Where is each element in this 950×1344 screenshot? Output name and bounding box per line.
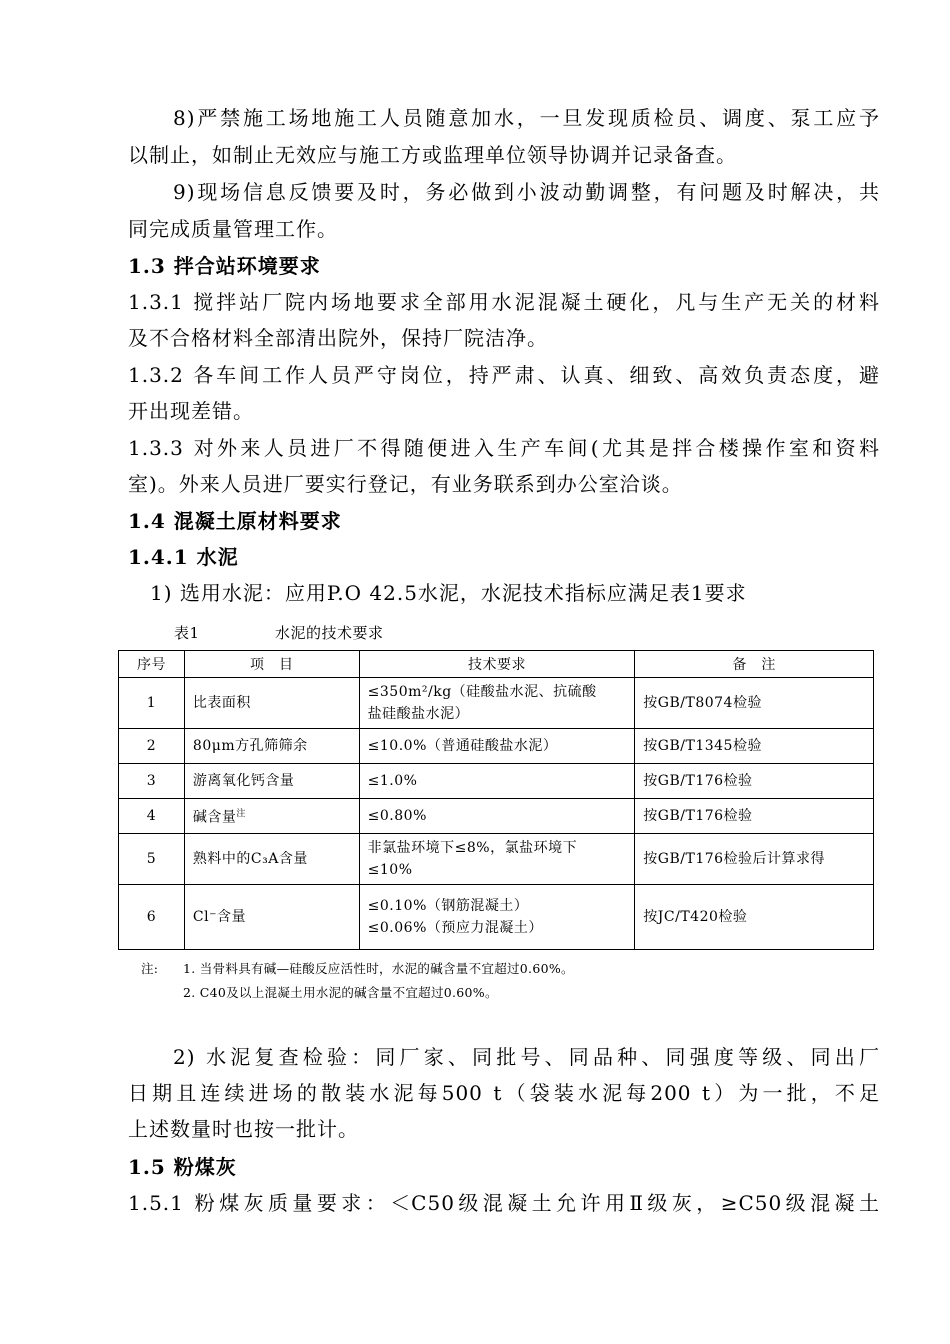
- paragraph-8-line-1: 8)严禁施工场地施工人员随意加水，一旦发现质检员、调度、泵工应予: [173, 106, 880, 130]
- note-2: 2. C40及以上混凝土用水泥的碱含量不宜超过0.60%。: [183, 985, 498, 1000]
- row-item: [184, 799, 359, 834]
- requirement-line-2: ≤0.06%（预应力混凝土）: [367, 920, 543, 936]
- table-row: [119, 799, 874, 834]
- row-item: 游离氧化钙含量: [184, 764, 359, 799]
- header-item: 项 目: [184, 651, 359, 678]
- requirement-line-1: ≤0.10%（钢筋混凝土）: [367, 898, 529, 914]
- row-requirement: [359, 678, 635, 729]
- footnote-marker: 注: [236, 809, 246, 820]
- row-note: 按GB/T176检验: [635, 764, 874, 799]
- paragraph-9-line-2: 同完成质量管理工作。: [128, 217, 338, 241]
- table-row: [119, 764, 874, 799]
- note-1: 1. 当骨料具有碱—硅酸反应活性时，水泥的碱含量不宜超过0.60%。: [183, 961, 574, 976]
- row-no: 5: [119, 834, 185, 885]
- table-row: [119, 678, 874, 729]
- row-note: 按GB/T8074检验: [635, 678, 874, 729]
- row-no: 6: [119, 885, 185, 950]
- table-title: 水泥的技术要求: [275, 624, 384, 642]
- requirement-line-2: ≤10%: [367, 862, 413, 878]
- row-no: 4: [119, 799, 185, 834]
- section-1-5-heading: 1.5 粉煤灰: [128, 1155, 237, 1179]
- section-1-3-heading: 1.3 拌合站环境要求: [128, 254, 321, 278]
- section-1-4-heading: 1.4 混凝土原材料要求: [128, 509, 342, 533]
- header-note: 备 注: [635, 651, 874, 678]
- row-requirement: [359, 885, 635, 950]
- row-item: 80μm方孔筛筛余: [184, 729, 359, 764]
- cement-item-2-line-3: 上述数量时也按一批计。: [128, 1117, 359, 1141]
- row-item-text: 碱含量: [192, 809, 237, 826]
- table-row: [119, 729, 874, 764]
- clause-1-5-1-line-1: 1.5.1 粉煤灰质量要求：＜C50级混凝土允许用Ⅱ级灰，≥C50级混凝土: [128, 1191, 880, 1215]
- clause-1-3-1-line-1: 1.3.1 搅拌站厂院内场地要求全部用水泥混凝土硬化，凡与生产无关的材料: [128, 290, 880, 314]
- requirement-line-1: ≤350m²/kg（硅酸盐水泥、抗硫酸: [367, 684, 597, 700]
- header-requirement: 技术要求: [359, 651, 635, 678]
- section-1-4-1-heading: 1.4.1 水泥: [128, 545, 239, 569]
- row-requirement: ≤1.0%: [359, 764, 635, 799]
- clause-1-3-2-line-2: 开出现差错。: [128, 399, 254, 423]
- cement-item-2-line-2: 日期且连续进场的散装水泥每500 t（袋装水泥每200 t）为一批，不足: [128, 1081, 880, 1105]
- row-requirement: [359, 834, 635, 885]
- row-no: 1: [119, 678, 185, 729]
- row-no: 3: [119, 764, 185, 799]
- table-row: [119, 885, 874, 950]
- row-note: 按GB/T1345检验: [635, 729, 874, 764]
- cement-requirements-table: [118, 650, 874, 950]
- cement-item-2-line-1: 2) 水泥复查检验：同厂家、同批号、同品种、同强度等级、同出厂: [173, 1045, 880, 1069]
- clause-1-3-2-line-1: 1.3.2 各车间工作人员严守岗位，持严肃、认真、细致、高效负责态度，避: [128, 363, 880, 387]
- clause-1-3-3-line-1: 1.3.3 对外来人员进厂不得随便进入生产车间(尤其是拌合楼操作室和资料: [128, 436, 880, 460]
- table-label: 表1: [174, 624, 200, 642]
- requirement-line-2: 盐硅酸盐水泥）: [367, 706, 470, 722]
- table-header-row: [119, 651, 874, 678]
- row-requirement: ≤10.0%（普通硅酸盐水泥）: [359, 729, 635, 764]
- row-item: 熟料中的C₃A含量: [184, 834, 359, 885]
- row-item: Cl⁻含量: [184, 885, 359, 950]
- table-row: [119, 834, 874, 885]
- requirement-line-1: 非氯盐环境下≤8%，氯盐环境下: [367, 840, 578, 856]
- paragraph-9-line-1: 9)现场信息反馈要及时，务必做到小波动勤调整，有问题及时解决，共: [173, 180, 880, 204]
- cement-item-1: 1) 选用水泥：应用P.O 42.5水泥，水泥技术指标应满足表1要求: [150, 581, 747, 605]
- row-note: 按JC/T420检验: [635, 885, 874, 950]
- clause-1-3-3-line-2: 室)。外来人员进厂要实行登记，有业务联系到办公室洽谈。: [128, 472, 683, 496]
- row-note: 按GB/T176检验: [635, 799, 874, 834]
- row-no: 2: [119, 729, 185, 764]
- header-no: 序号: [119, 651, 185, 678]
- row-note: 按GB/T176检验后计算求得: [635, 834, 874, 885]
- notes-label: 注:: [141, 961, 159, 976]
- clause-1-3-1-line-2: 及不合格材料全部清出院外，保持厂院洁净。: [128, 326, 548, 350]
- row-requirement: ≤0.80%: [359, 799, 635, 834]
- row-item: 比表面积: [184, 678, 359, 729]
- paragraph-8-line-2: 以制止，如制止无效应与施工方或监理单位领导协调并记录备查。: [128, 143, 737, 167]
